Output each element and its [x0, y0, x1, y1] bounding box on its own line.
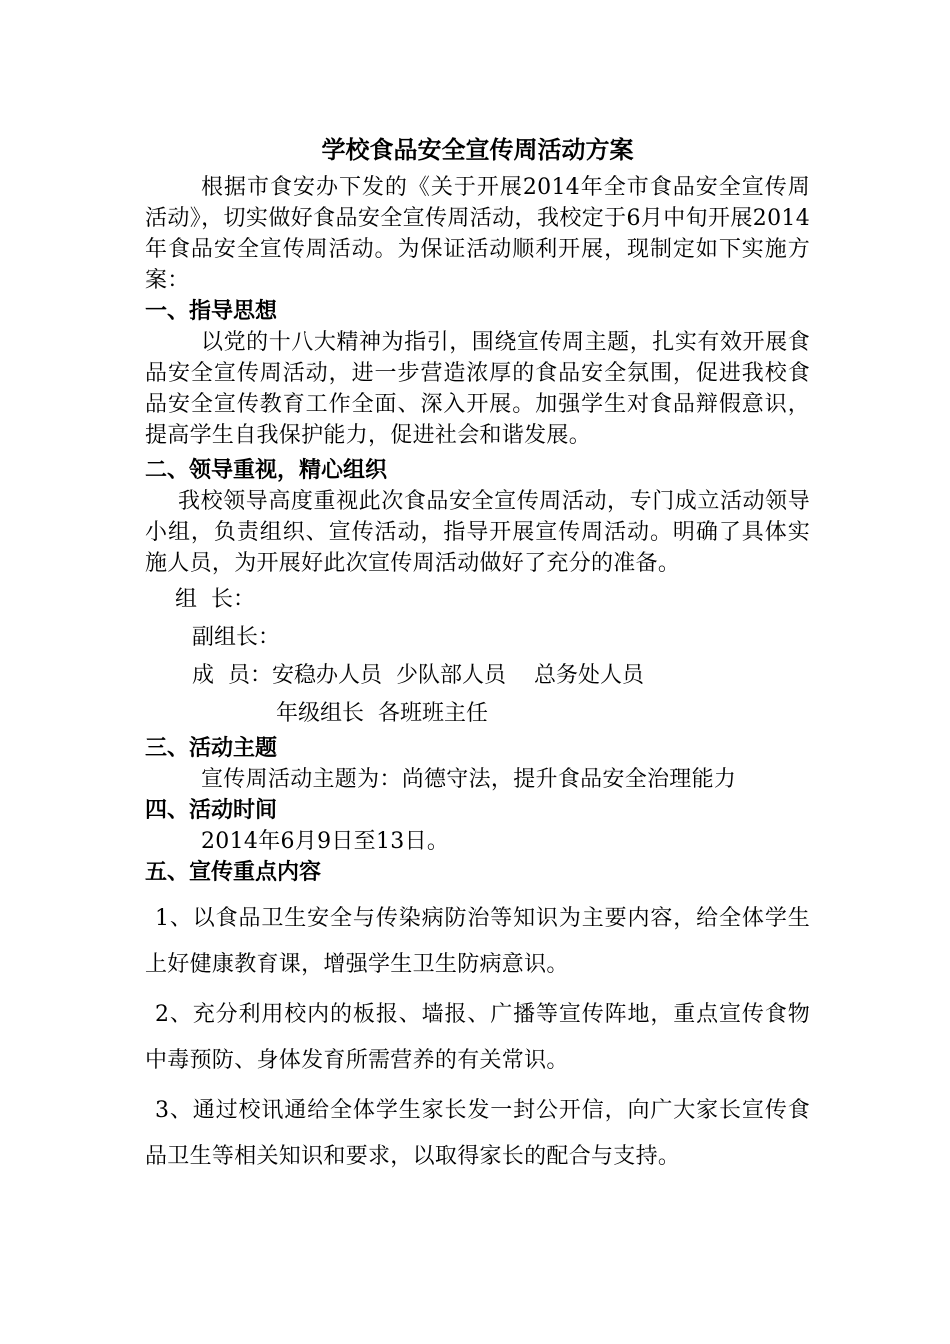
section-heading-theme: 三、活动主题: [145, 735, 278, 761]
key-content-item-1: 1、以食品卫生安全与传染病防治等知识为主要内容，给全体学生上好健康教育课，增强学生卫生防病意识。: [145, 906, 810, 977]
section-heading-guiding-ideology: 一、指导思想: [145, 298, 278, 324]
section-heading-time: 四、活动时间: [145, 797, 278, 823]
section-body-time: 2014年6月9日至13日。: [201, 829, 450, 854]
section-body-leadership: 我校领导高度重视此次食品安全宣传周活动，专门成立活动领导小组，负责组织、宣传活动，指导开展宣传周活动。明确了具体实施人员，为开展好此次宣传周活动做好了充分的准备。: [145, 489, 810, 576]
section-heading-key-content: 五、宣传重点内容: [145, 859, 322, 885]
section-heading-leadership: 二、领导重视，精心组织: [145, 457, 388, 483]
intro-paragraph: 根据市食安办下发的《关于开展2014年全市食品安全宣传周活动》，切实做好食品安全宣传周活动，我校定于6月中旬开展2014年食品安全宣传周活动。为保证活动顺利开展，现制定如下实施方案：: [145, 175, 810, 293]
document-page: [145, 130, 810, 1184]
key-content-item-3: 3、通过校讯通给全体学生家长发一封公开信，向广大家长宣传食品卫生等相关知识和要求，以取得家长的配合与支持。: [145, 1098, 810, 1169]
role-line-members: 成 员：安稳办人员 少队部人员 总务处人员: [192, 663, 644, 688]
role-line-deputy-leader: 副组长：: [192, 625, 281, 650]
leadership-roles: [145, 581, 810, 733]
section-body-guiding-ideology: 以党的十八大精神为指引，围绕宣传周主题，扎实有效开展食品安全宣传周活动，进一步营造浓厚的食品安全氛围，促进我校食品安全宣传教育工作全面、深入开展。加强学生对食品辩假意识，提高学生自我保护能力，促进社会和谐发展。: [145, 330, 810, 448]
section-body-theme: 宣传周活动主题为：尚德守法，提升食品安全治理能力: [201, 767, 737, 792]
document-title: 学校食品安全宣传周活动方案: [321, 135, 634, 164]
role-line-leader: 组 长：: [175, 587, 255, 612]
key-content-item-2: 2、充分利用校内的板报、墙报、广播等宣传阵地，重点宣传食物中毒预防、身体发育所需营养的有关常识。: [145, 1002, 810, 1073]
role-line-members-continued: 年级组长 各班班主任: [276, 701, 488, 726]
